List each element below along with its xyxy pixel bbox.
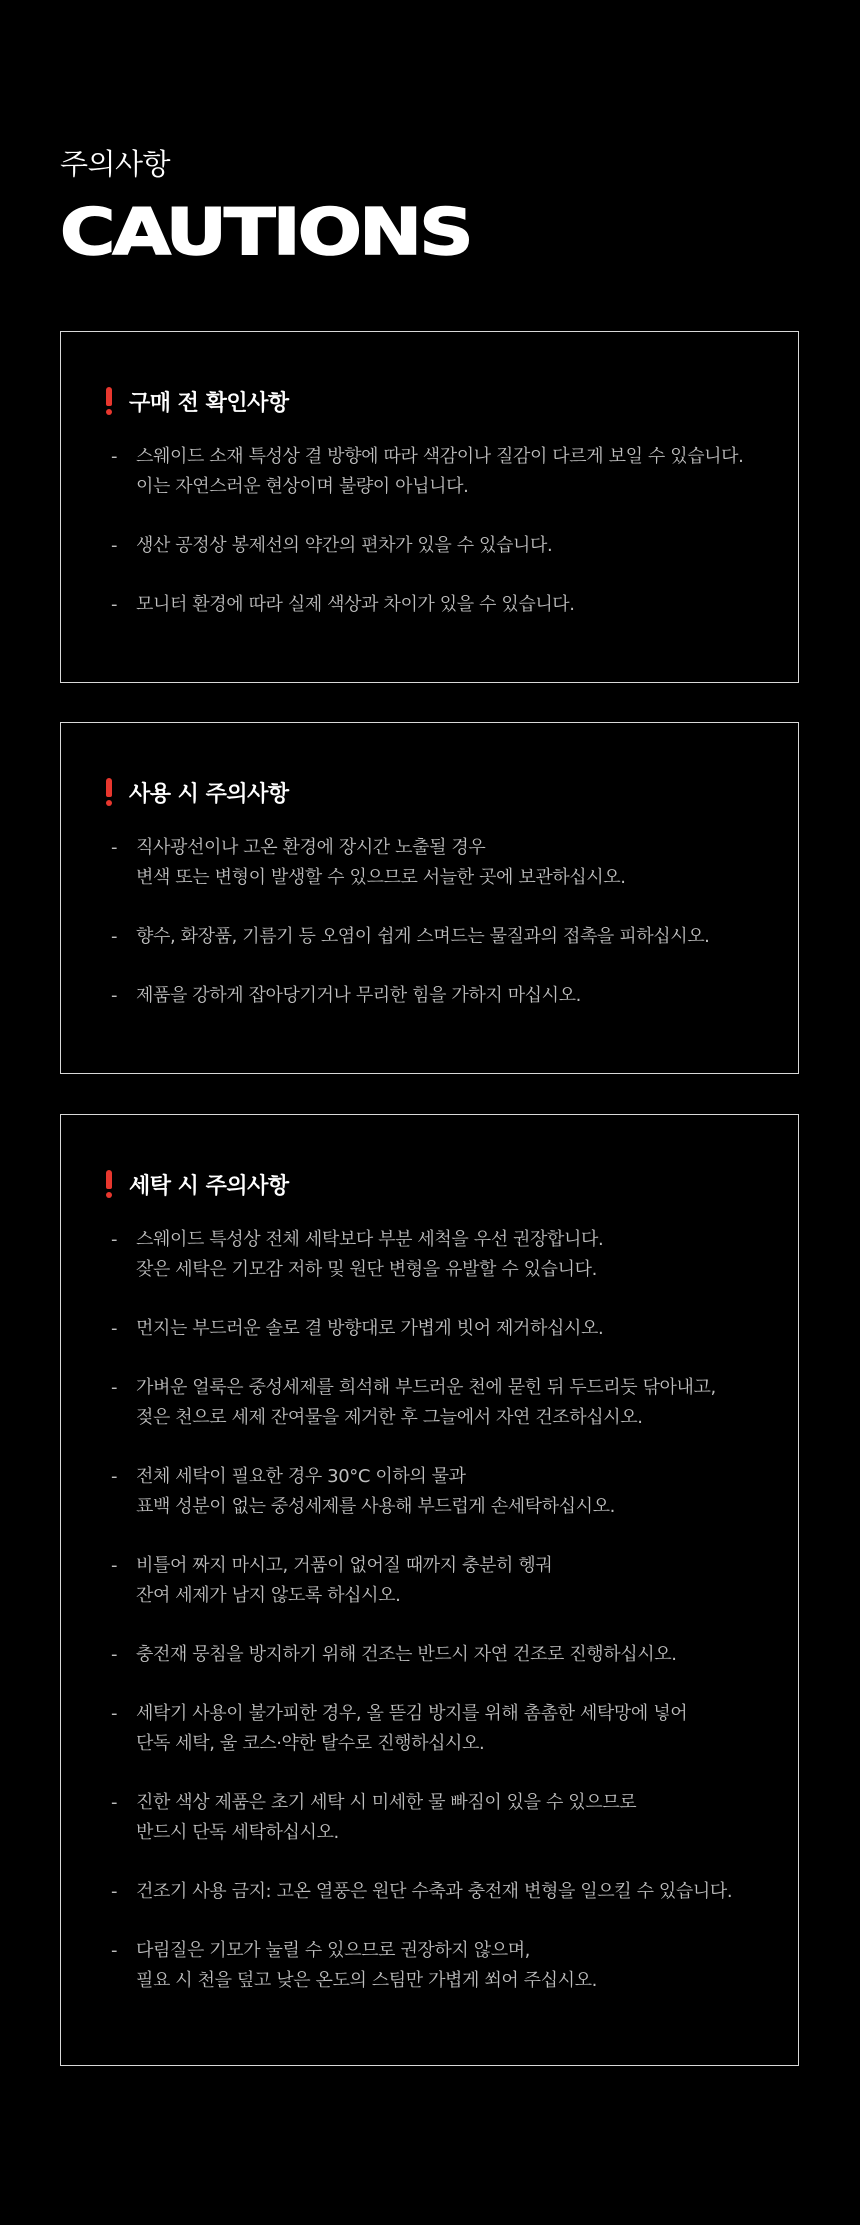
list-item [111,590,778,620]
list-dash: - [111,1318,118,1339]
list-dash: - [111,1644,118,1665]
caution-list [111,833,778,1040]
list-item [111,1225,778,1285]
page-title: CAUTIONS [60,196,471,270]
list-dash: - [111,985,118,1006]
list-item-text: 향수, 화장품, 기름기 등 오염이 쉽게 스며드는 물질과의 접촉을 피하십시오. [136,926,710,947]
list-item [111,981,778,1011]
list-dash: - [111,446,118,467]
list-dash: - [111,594,118,615]
list-item-text: 생산 공정상 봉제선의 약간의 편차가 있을 수 있습니다. [136,535,553,556]
list-item [111,1373,778,1433]
section-title: 세탁 시 주의사항 [129,1173,289,1199]
exclamation-icon [105,778,113,806]
list-item-text: 건조기 사용 금지: 고온 열풍은 원단 수축과 충전재 변형을 일으킬 수 있습니다. [136,1881,733,1902]
list-item-text: 충전재 뭉침을 방지하기 위해 건조는 반드시 자연 건조로 진행하십시오. [136,1644,677,1665]
list-dash: - [111,1555,118,1576]
list-item [111,1640,778,1670]
list-dash: - [111,837,118,858]
exclamation-icon [105,387,113,415]
list-item [111,1314,778,1344]
page-header [60,147,471,270]
section-title: 사용 시 주의사항 [129,781,289,807]
list-item [111,531,778,561]
list-dash: - [111,1466,118,1487]
list-item [111,922,778,952]
list-dash: - [111,1792,118,1813]
list-item-text: 가벼운 얼룩은 중성세제를 희석해 부드러운 천에 묻힌 뒤 두드리듯 닦아내고, 젖은 천으로 세제 잔여물을 제거한 후 그늘에서 자연 건조하십시오. [136,1377,716,1428]
list-dash: - [111,1377,118,1398]
list-item-text: 전체 세탁이 필요한 경우 30°C 이하의 물과 표백 성분이 없는 중성세제를 사용해 부드럽게 손세탁하십시오. [136,1466,615,1517]
list-item [111,1551,778,1611]
purchase-check-section [60,331,799,683]
list-item-text: 비틀어 짜지 마시고, 거품이 없어질 때까지 충분히 헹궈 잔여 세제가 남지 않도록 하십시오. [136,1555,553,1606]
usage-caution-section [60,722,799,1074]
list-dash: - [111,1881,118,1902]
caution-list [111,442,778,649]
list-item-text: 모니터 환경에 따라 실제 색상과 차이가 있을 수 있습니다. [136,594,575,615]
exclamation-icon [105,1170,113,1198]
list-item-text: 스웨이드 소재 특성상 결 방향에 따라 색감이나 질감이 다르게 보일 수 있습니다. 이는 자연스러운 현상이며 불량이 아닙니다. [136,446,744,497]
list-item [111,1877,778,1907]
list-item-text: 다림질은 기모가 눌릴 수 있으므로 권장하지 않으며, 필요 시 천을 덮고 낮은 온도의 스팀만 가볍게 쐬어 주십시오. [136,1940,597,1991]
list-item-text: 진한 색상 제품은 초기 세탁 시 미세한 물 빠짐이 있을 수 있으므로 반드시 단독 세탁하십시오. [136,1792,637,1843]
section-title: 구매 전 확인사항 [129,390,289,416]
list-item [111,1936,778,1996]
page-subtitle: 주의사항 [60,147,171,181]
list-item [111,442,778,502]
list-item-text: 먼지는 부드러운 솔로 결 방향대로 가볍게 빗어 제거하십시오. [136,1318,604,1339]
list-dash: - [111,1703,118,1724]
list-item [111,1462,778,1522]
list-dash: - [111,926,118,947]
list-item-text: 제품을 강하게 잡아당기거나 무리한 힘을 가하지 마십시오. [136,985,581,1006]
section-heading [105,1169,289,1199]
washing-caution-section [60,1114,799,2066]
caution-list [111,1225,778,2025]
list-dash: - [111,1940,118,1961]
list-item-text: 스웨이드 특성상 전체 세탁보다 부분 세척을 우선 권장합니다. 잦은 세탁은 기모감 저하 및 원단 변형을 유발할 수 있습니다. [136,1229,604,1280]
list-item [111,1699,778,1759]
section-heading [105,777,289,807]
list-item [111,1788,778,1848]
section-heading [105,386,289,416]
list-dash: - [111,1229,118,1250]
list-dash: - [111,535,118,556]
list-item [111,833,778,893]
list-item-text: 세탁기 사용이 불가피한 경우, 올 뜯김 방지를 위해 촘촘한 세탁망에 넣어 단독 세탁, 울 코스·약한 탈수로 진행하십시오. [136,1703,688,1754]
list-item-text: 직사광선이나 고온 환경에 장시간 노출될 경우 변색 또는 변형이 발생할 수 있으므로 서늘한 곳에 보관하십시오. [136,837,626,888]
